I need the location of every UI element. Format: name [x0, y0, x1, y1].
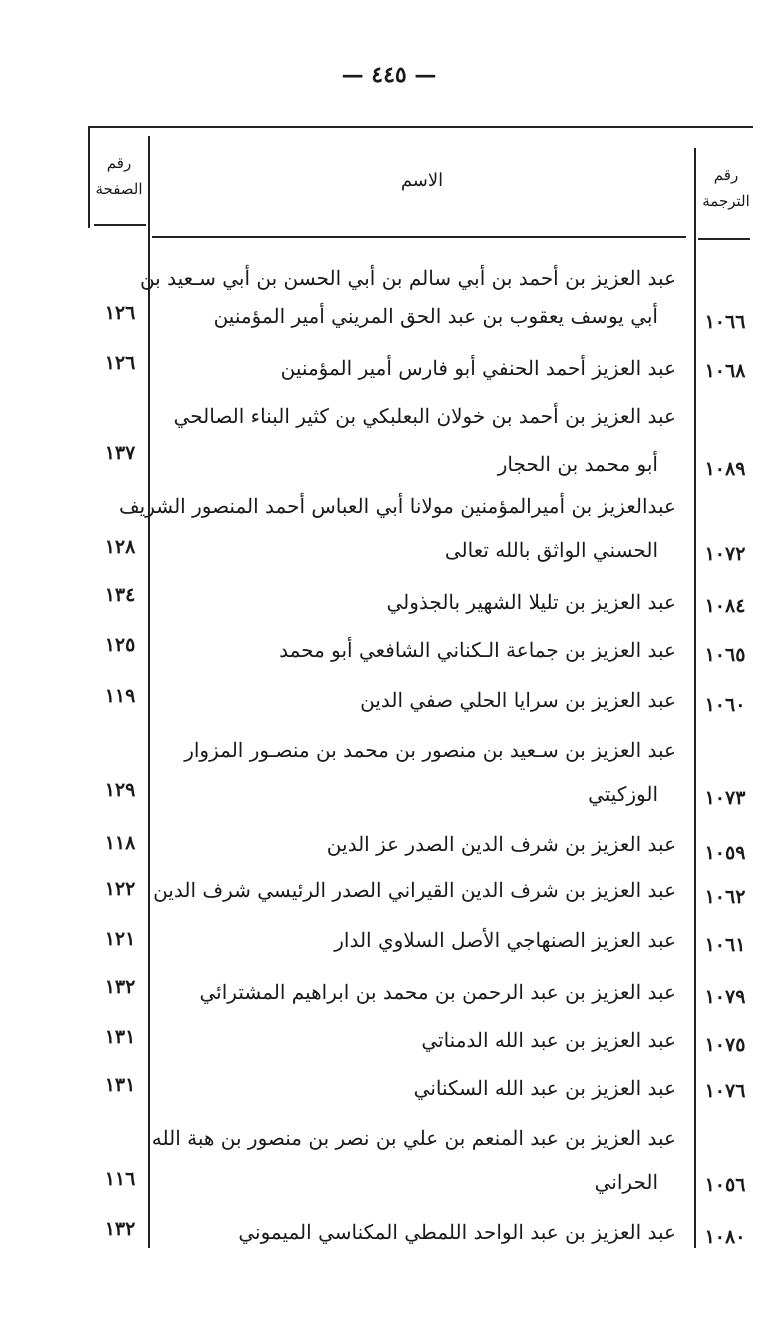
entry-page: ١٣٤ [104, 584, 136, 606]
entry-page: ١٢١ [104, 928, 136, 950]
entry-number: ١٠٧٩ [704, 986, 746, 1008]
header-rule-entry [698, 238, 750, 240]
entry-name: عبدالعزيز بن أميرالمؤمنين مولانا أبي العباس أحمد المنصور الشريف [118, 494, 676, 518]
entry-number: ١٠٧٣ [704, 787, 746, 809]
entry-page: ١٢٨ [104, 536, 136, 558]
entry-name: عبد العزيز أحمد الحنفي أبو فارس أمير المؤمنين [280, 356, 676, 380]
entry-number: ١٠٨٤ [704, 595, 746, 617]
entry-name-continued: أبي يوسف يعقوب بن عبد الحق المريني أمير المؤمنين [213, 304, 658, 328]
entry-name: عبد العزيز بن سرايا الحلي صفي الدين [360, 688, 676, 712]
entry-name: عبد العزيز بن أحمد بن أبي سالم بن أبي الحسن بن أبي سـعيد بن [139, 266, 676, 290]
entry-name: عبد العزيز بن عبد الله الدمناتي [421, 1028, 676, 1052]
entry-name: عبد العزيز بن سـعيد بن منصور بن محمد بن منصـور المزوار [184, 738, 676, 762]
entry-page: ١٣٧ [104, 442, 136, 464]
entry-name: عبد العزيز بن شرف الدين القيراني الصدر الرئيسي شرف الدين [153, 878, 676, 902]
entry-page: ١٣٢ [104, 976, 136, 998]
entry-number: ١٠٧٦ [704, 1080, 746, 1102]
entry-page: ١٢٦ [104, 352, 136, 374]
header-entry-number [698, 162, 754, 214]
entry-number: ١٠٥٦ [704, 1174, 746, 1196]
entry-page: ١١٩ [104, 685, 136, 707]
entry-name-continued: أبو محمد بن الحجار [497, 452, 658, 476]
header-rule-name [152, 236, 686, 238]
entry-name: عبد العزيز بن عبد الرحمن بن محمد بن ابراهيم المشترائي [199, 980, 676, 1004]
header-page-number [92, 150, 146, 202]
entry-name: عبد العزيز بن عبد الله السكناني [413, 1076, 676, 1100]
entry-name: عبد العزيز بن شرف الدين الصدر عز الدين [326, 832, 676, 856]
header-rule-page [94, 224, 146, 226]
entry-name-continued: الحراني [594, 1170, 658, 1194]
entry-number: ١٠٦٥ [704, 644, 746, 666]
entry-page: ١٣٢ [104, 1218, 136, 1240]
entry-number: ١٠٨٩ [704, 458, 746, 480]
entry-number: ١٠٧٢ [704, 543, 746, 565]
column-divider-page [148, 136, 150, 1248]
entry-page: ١١٦ [104, 1168, 136, 1190]
entry-page: ١١٨ [104, 832, 136, 854]
entry-number: ١٠٦٨ [704, 360, 746, 382]
entry-number: ١٠٦٢ [704, 886, 746, 908]
entry-name: عبد العزيز بن عبد الواحد اللمطي المكناسي الميموني [238, 1220, 676, 1244]
entry-name: عبد العزيز الصنهاجي الأصل السلاوي الدار [334, 928, 676, 952]
entry-page: ١٢٦ [104, 302, 136, 324]
header-page-line-2: الصفحة [95, 180, 143, 198]
header-name: الاسم [400, 170, 444, 191]
entry-name: عبد العزيز بن عبد المنعم بن علي بن نصر بن منصور بن هبة الله [151, 1126, 676, 1150]
entry-number: ١٠٦٠ [704, 694, 746, 716]
table-top-rule [88, 126, 753, 128]
header-page-line-1: رقم [106, 154, 132, 172]
entry-number: ١٠٥٩ [704, 842, 746, 864]
entry-page: ١٣١ [104, 1074, 136, 1096]
entry-page: ١٢٢ [104, 878, 136, 900]
entry-name-continued: الوزكيتي [588, 782, 658, 806]
header-entry-line-2: الترجمة [702, 192, 750, 210]
entry-number: ١٠٨٠ [704, 1226, 746, 1248]
entry-number: ١٠٦١ [704, 934, 746, 956]
entry-name: عبد العزيز بن جماعة الـكناني الشافعي أبو محمد [279, 638, 676, 662]
header-entry-line-1: رقم [713, 166, 739, 184]
entry-page: ١٢٩ [104, 779, 136, 801]
entry-page: ١٢٥ [104, 634, 136, 656]
entry-number: ١٠٧٥ [704, 1034, 746, 1056]
table-left-border [88, 128, 90, 228]
entry-name-continued: الحسني الواثق بالله تعالى [444, 538, 658, 562]
entry-name: عبد العزيز بن تليلا الشهير بالجذولي [386, 590, 676, 614]
entry-number: ١٠٦٦ [704, 311, 746, 333]
entry-page: ١٣١ [104, 1026, 136, 1048]
page-number: — ٤٤٥ — [341, 62, 437, 88]
entry-name: عبد العزيز بن أحمد بن خولان البعلبكي بن كثير البناء الصالحي [173, 404, 676, 428]
